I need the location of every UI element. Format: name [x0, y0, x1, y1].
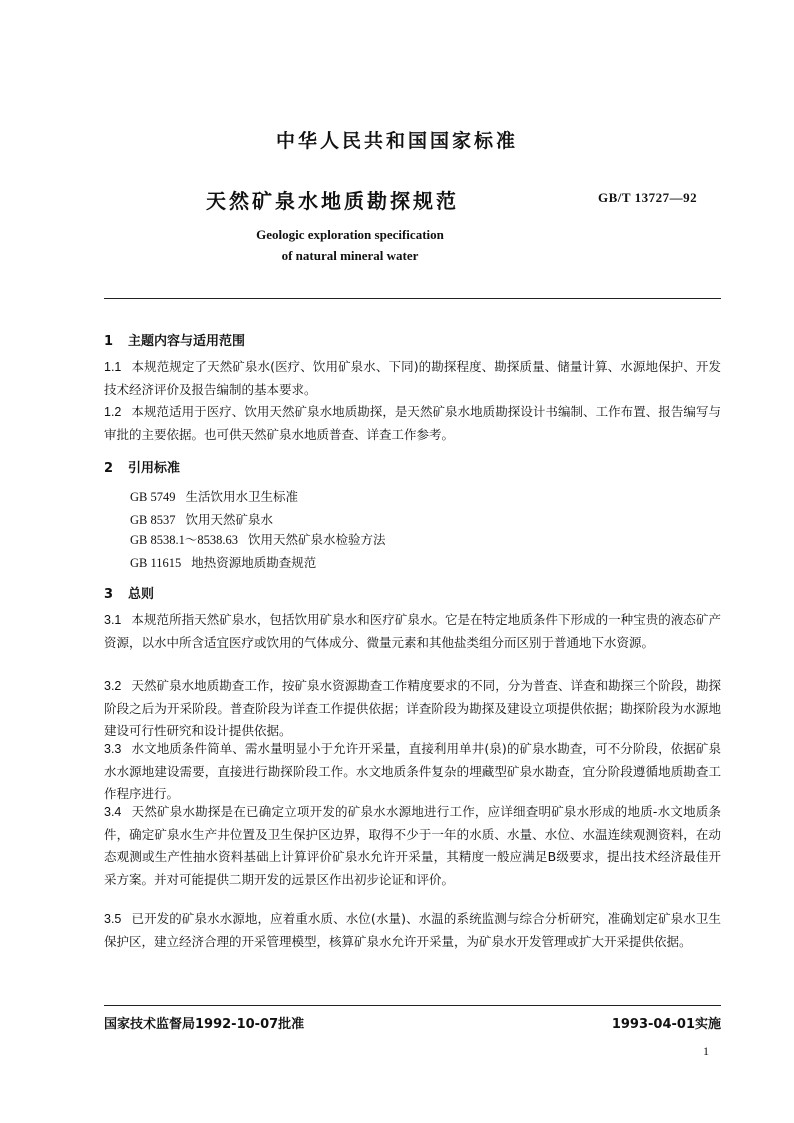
clause-text: 本规范适用于医疗、饮用天然矿泉水地质勘探，是天然矿泉水地质勘探设计书编制、工作布置、报告编写与审批的主要依据。也可供天然矿泉水地质普查、详查工作参考。	[104, 404, 721, 442]
reference-item	[130, 530, 386, 548]
reference-name: 饮用天然矿泉水检验方法	[248, 532, 386, 547]
reference-item	[130, 487, 298, 505]
clause-text: 天然矿泉水勘探是在已确定立项开发的矿泉水水源地进行工作，应详细查明矿泉水形成的地质-水文地质条件，确定矿泉水生产井位置及卫生保护区边界，取得不少于一年的水质、水量、水位、水温连续观测资料，在动态观测或生产性抽水资料基础上计算评价矿泉水允许开采量，其精度一般应满足B级要求，提出技术经济最佳开采方案。并对可能提供二期开发的远景区作出初步论证和评价。	[104, 804, 721, 887]
clause-number: 3.4	[104, 805, 122, 819]
reference-code: GB 11615	[130, 556, 182, 570]
reference-code: GB 8538.1～8538.63	[130, 533, 238, 547]
section-title: 引用标准	[128, 461, 181, 476]
clause-number: 1.2	[104, 405, 122, 419]
clause-number: 1.1	[104, 360, 122, 374]
footer-divider	[104, 1005, 721, 1006]
national-standard-heading: 中华人民共和国国家标准	[275, 130, 518, 152]
section-title: 主题内容与适用范围	[128, 334, 246, 349]
clause-3-3	[104, 738, 721, 806]
standard-number: GB/T 13727—92	[598, 190, 698, 205]
reference-name: 地热资源地质勘查规范	[191, 555, 317, 570]
header-divider	[104, 298, 721, 299]
document-title: 天然矿泉水地质勘探规范	[206, 189, 459, 213]
reference-code: GB 5749	[130, 490, 176, 504]
reference-item	[130, 510, 273, 528]
clause-3-5	[104, 908, 721, 953]
section-number: 2	[104, 461, 114, 476]
section-number: 3	[104, 587, 114, 602]
section-heading-2	[104, 457, 180, 476]
section-heading-3	[104, 583, 154, 602]
clause-text: 天然矿泉水地质勘查工作，按矿泉水资源勘查工作精度要求的不同，分为普查、详查和勘探三个阶段，勘探阶段之后为开采阶段。普查阶段为详查工作提供依据；详查阶段为勘探及建设立项提供依据；勘探阶段为水源地建设可行性研究和设计提供依据。	[104, 678, 721, 738]
clause-text: 本规范所指天然矿泉水，包括饮用矿泉水和医疗矿泉水。它是在特定地质条件下形成的一种宝贵的液态矿产资源，以水中所含适宜医疗或饮用的气体成分、微量元素和其他盐类组分而区别于普通地下水资源。	[104, 612, 721, 650]
section-title: 总则	[128, 587, 155, 602]
section-number: 1	[104, 334, 114, 349]
clause-number: 3.5	[104, 912, 122, 926]
page-number: 1	[703, 1044, 709, 1058]
clause-3-2	[104, 675, 721, 743]
clause-3-4	[104, 801, 721, 891]
clause-1-2	[104, 401, 721, 446]
clause-text: 本规范规定了天然矿泉水(医疗、饮用矿泉水、下同)的勘探程度、勘探质量、储量计算、水源地保护、开发技术经济评价及报告编制的基本要求。	[104, 359, 721, 397]
clause-1-1	[104, 356, 721, 401]
reference-code: GB 8537	[130, 513, 176, 527]
reference-item	[130, 553, 316, 571]
clause-text: 已开发的矿泉水水源地，应着重水质、水位(水量)、水温的系统监测与综合分析研究，准确划定矿泉水卫生保护区，建立经济合理的开采管理模型，核算矿泉水允许开采量，为矿泉水开发管理或扩大开采提供依据。	[104, 911, 721, 949]
clause-number: 3.3	[104, 742, 122, 756]
clause-number: 3.2	[104, 679, 122, 693]
section-heading-1	[104, 330, 245, 349]
clause-3-1	[104, 609, 721, 654]
english-title-line-2: of natural mineral water	[281, 248, 419, 263]
reference-name: 生活饮用水卫生标准	[185, 489, 299, 504]
clause-number: 3.1	[104, 613, 122, 627]
approval-date: 国家技术监督局1992-10-07批准	[104, 1017, 305, 1032]
effective-date: 1993-04-01实施	[611, 1017, 721, 1032]
english-title-line-1: Geologic exploration specification	[256, 227, 444, 242]
clause-text: 水文地质条件简单、需水量明显小于允许开采量，直接利用单井(泉)的矿泉水勘查，可不分阶段，依据矿泉水水源地建设需要，直接进行勘探阶段工作。水文地质条件复杂的埋藏型矿泉水勘查，宜分阶段遵循地质勘查工作程序进行。	[104, 741, 721, 801]
reference-name: 饮用天然矿泉水	[185, 512, 274, 527]
